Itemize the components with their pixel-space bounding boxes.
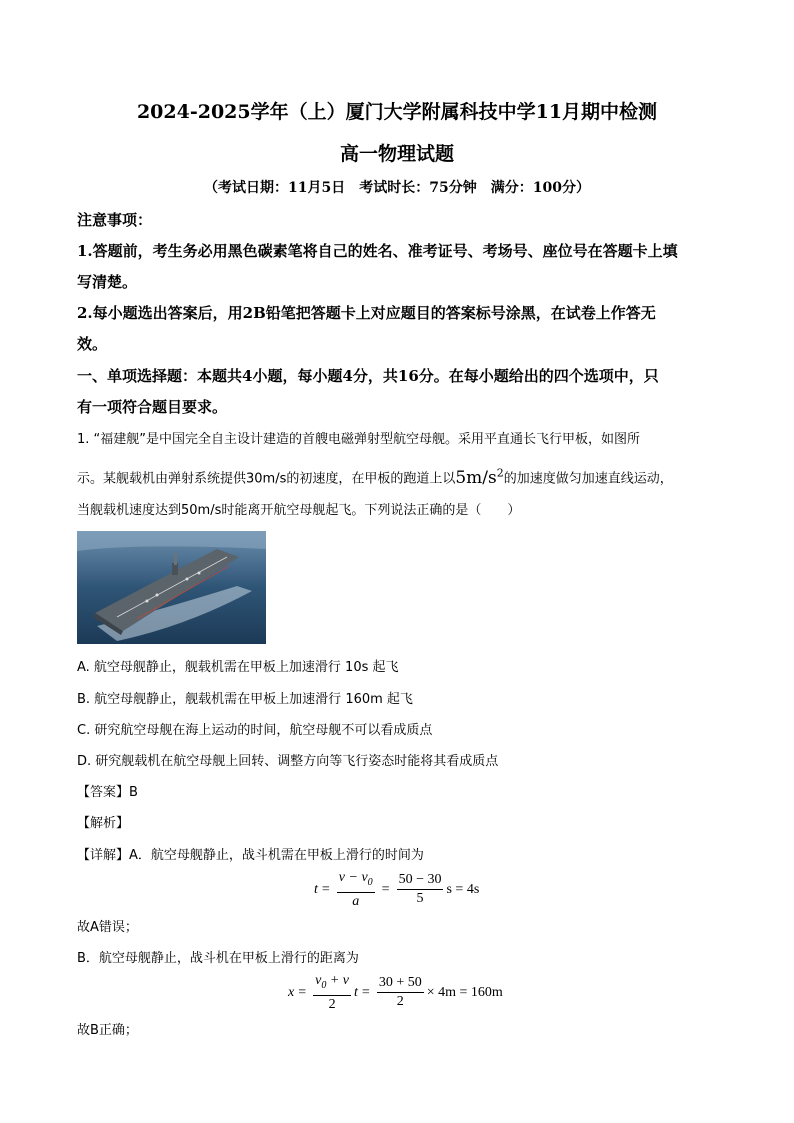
conclusion-b: 故B正确；	[77, 1023, 138, 1038]
option-b: B. 航空母舰静止，舰载机需在甲板上加速滑行 160m 起飞	[77, 692, 413, 707]
equation-time: t = $\frac{v - v_0}{a}$ = $\frac{50 - 30}{5}$ s = 4s	[314, 870, 480, 909]
conclusion-a: 故A错误；	[77, 920, 138, 935]
aircraft-carrier-photo	[77, 531, 266, 644]
notice-item-2: 2.每小题选出答案后，用2B铅笔把答题卡上对应题目的答案标号涂黑，在试卷上作答无	[77, 304, 656, 322]
section-heading-cont: 有一项符合题目要求。	[77, 398, 228, 416]
option-a: A. 航空母舰静止，舰载机需在甲板上加速滑行 10s 起飞	[77, 660, 399, 675]
section-heading: 一、单项选择题：本题共4小题，每小题4分，共16分。在每小题给出的四个选项中，只	[77, 367, 659, 385]
notice-item-1-cont: 写清楚。	[77, 273, 138, 291]
equation-distance: x = $\frac{v_0 + v}{2}$ t = $\frac{30 + 50}{2}$ × 4m = 160m	[288, 973, 503, 1012]
analysis-heading: 【解析】	[77, 816, 130, 831]
stem-text: 示。某舰载机由弹射系统提供30m/s的初速度，在甲板的跑道上以	[77, 471, 456, 487]
detail-b: B．航空母舰静止，战斗机在甲板上滑行的距离为	[77, 951, 359, 966]
stem-text-post: 的加速度做匀加速直线运动，	[503, 471, 673, 487]
option-d: D. 研究舰载机在航空母舰上回转、调整方向等飞行姿态时能将其看成质点	[77, 754, 499, 769]
option-c: C. 研究航空母舰在海上运动的时间，航空母舰不可以看成质点	[77, 723, 433, 738]
question-stem: 1. “福建舰”是中国完全自主设计建造的首艘电磁弹射型航空母舰。采用平直通长飞行甲板，如图所	[77, 432, 641, 447]
exam-subtitle: 高一物理试题	[339, 143, 454, 165]
exam-info: （考试日期：11月5日 考试时长：75分钟 满分：100分）	[204, 180, 590, 196]
acceleration-value: $5m/s^2$	[455, 466, 504, 488]
question-stem-line2	[77, 466, 673, 488]
answer-label: 【答案】B	[77, 785, 138, 800]
notice-heading: 注意事项：	[77, 211, 153, 229]
notice-item-1: 1.答题前，考生务必用黑色碳素笔将自己的姓名、准考证号、考场号、座位号在答题卡上填	[77, 242, 678, 260]
notice-item-2-cont: 效。	[77, 335, 108, 353]
exam-title: 2024-2025学年（上）厦门大学附属科技中学11月期中检测	[136, 101, 658, 123]
detail-a: 【详解】A．航空母舰静止，战斗机需在甲板上滑行的时间为	[77, 848, 424, 863]
question-stem-line3: 当舰载机速度达到50m/s时能离开航空母舰起飞。下列说法正确的是（ ）	[77, 503, 521, 518]
